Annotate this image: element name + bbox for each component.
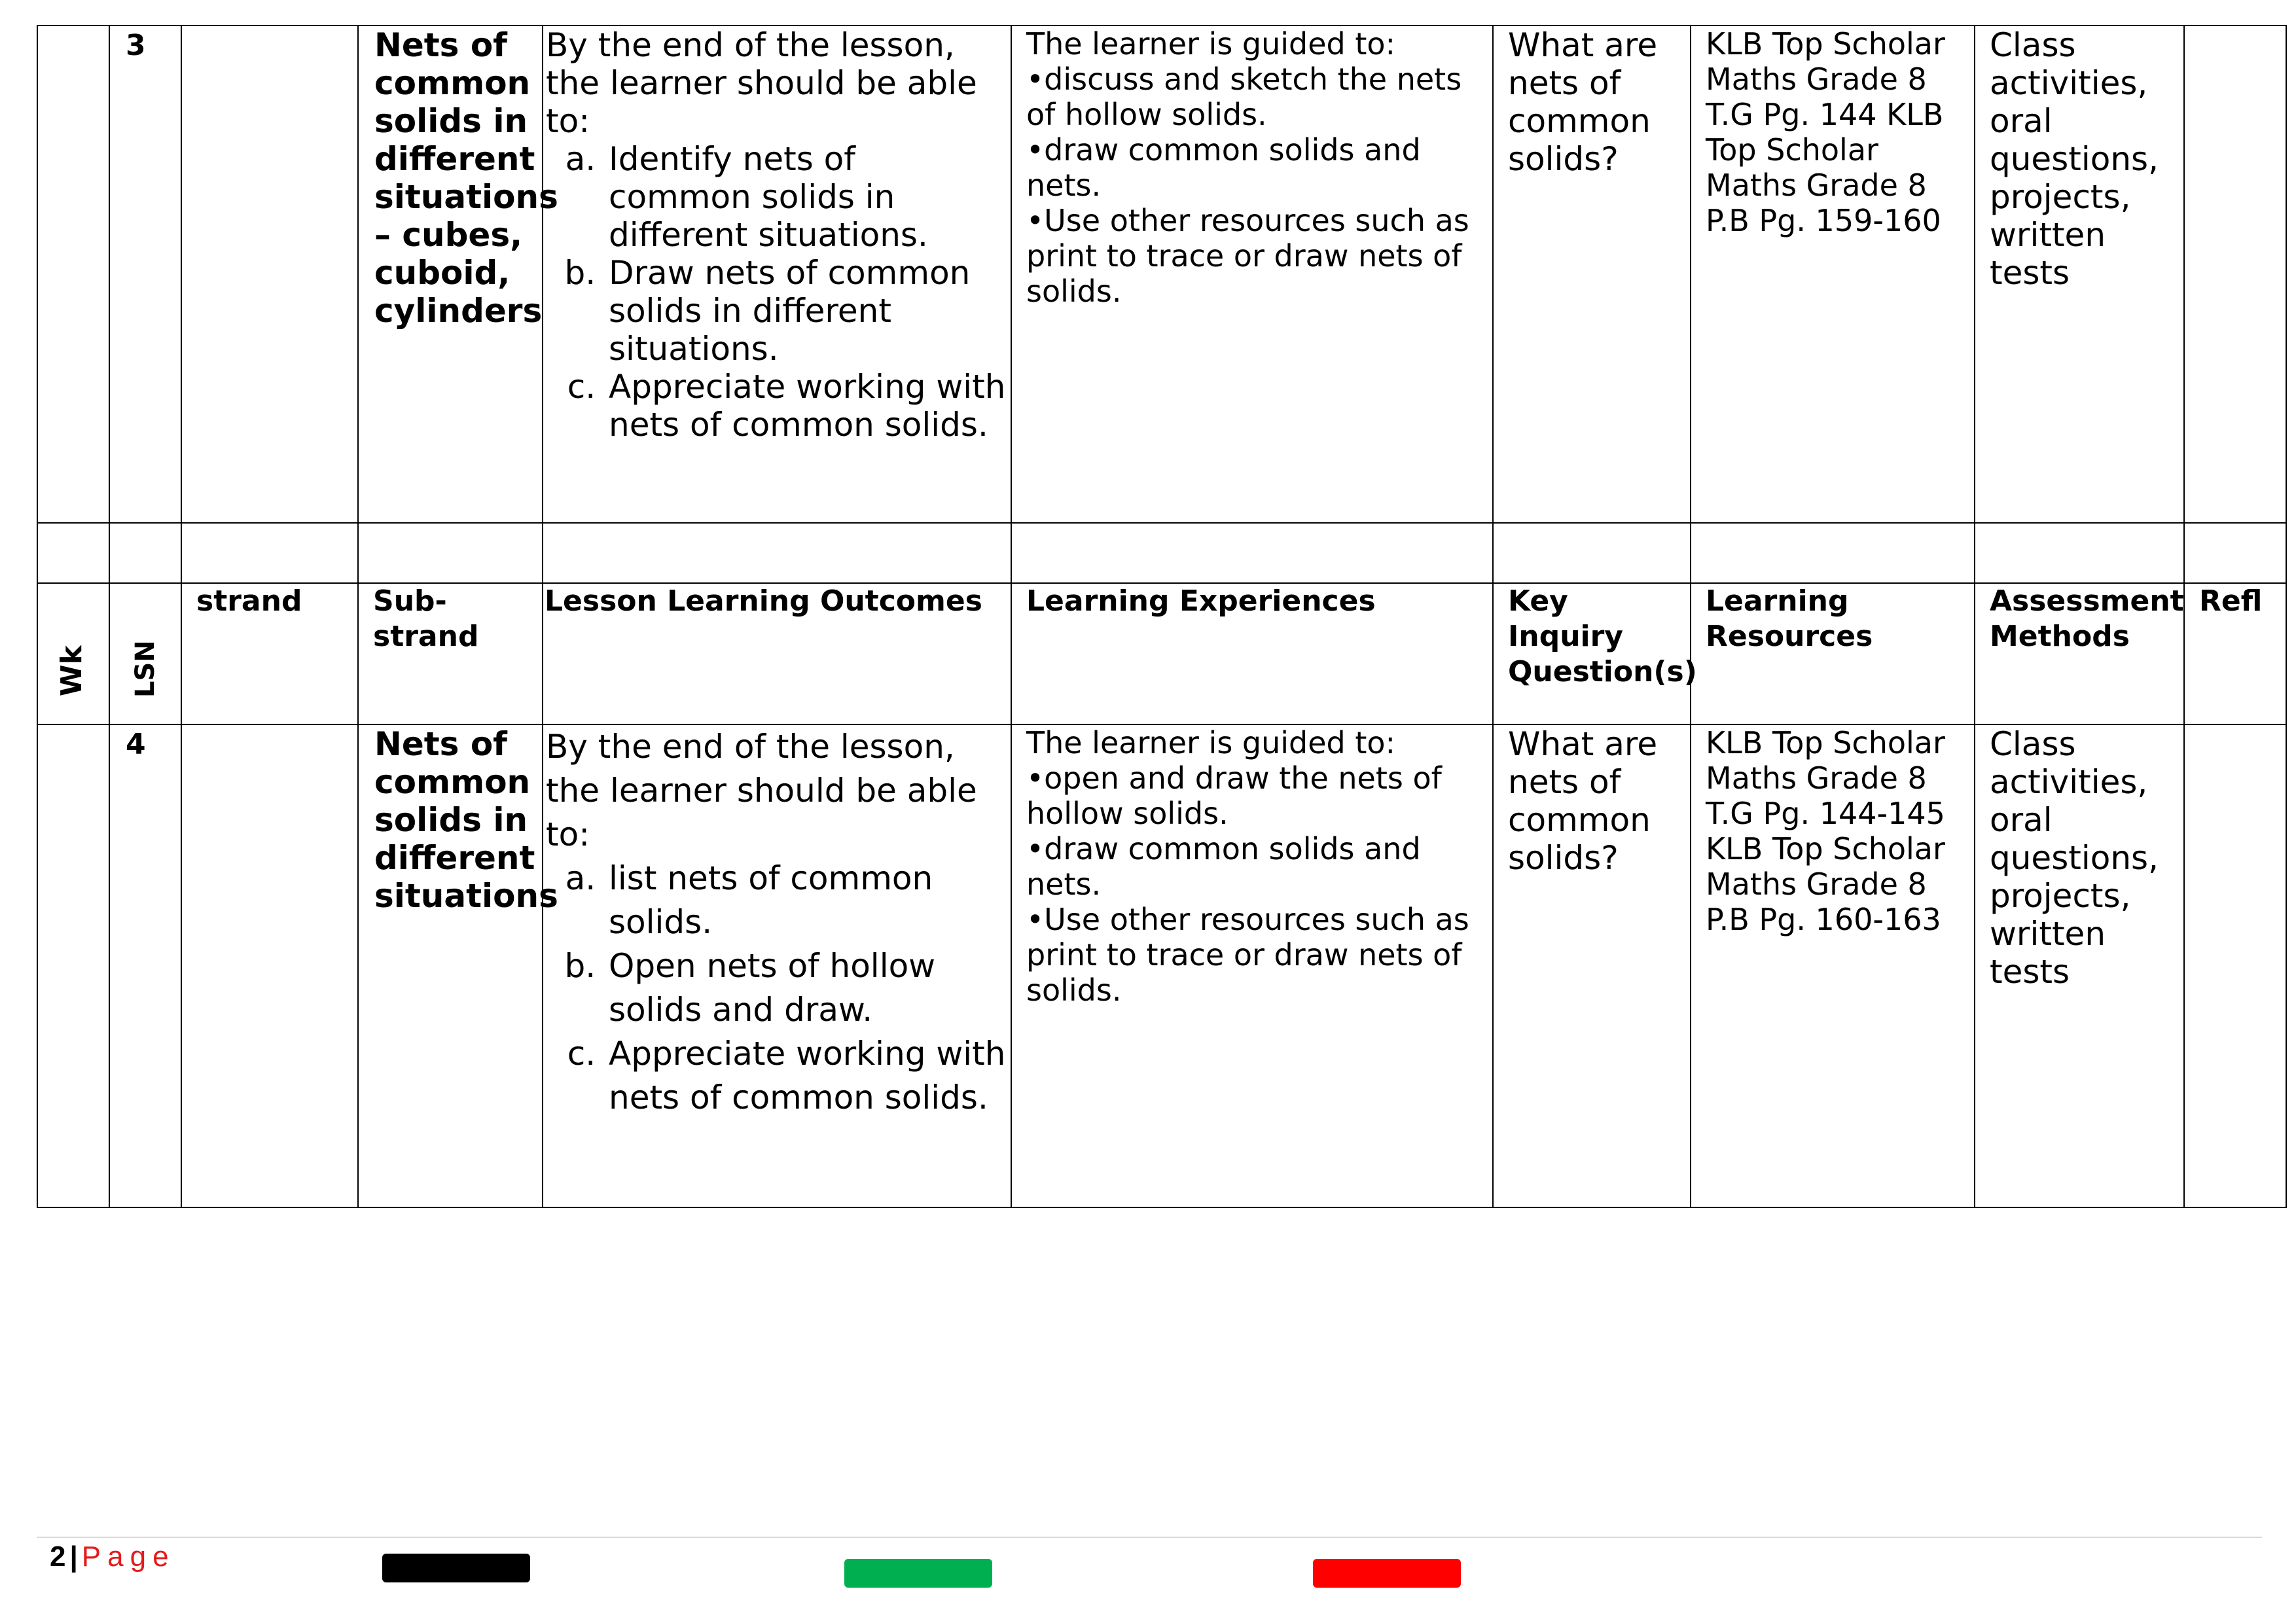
list-item: b. Open nets of hollow solids and draw. — [606, 944, 1007, 1032]
reflection-cell — [2184, 26, 2286, 523]
sub-strand: Nets of common solids in different situations – cubes, cuboid, cylinders — [358, 26, 543, 523]
key-inquiry-question: What are nets of common solids? — [1493, 26, 1691, 523]
strand-cell — [181, 724, 358, 1207]
learning-experiences — [1011, 26, 1493, 523]
footer-separator: | — [69, 1541, 78, 1573]
header-wk — [37, 583, 109, 724]
key-inquiry-question: What are nets of common solids? — [1493, 724, 1691, 1207]
list-item: b. Draw nets of common solids in different situations. — [606, 254, 1007, 368]
header-experiences: Learning Experiences — [1011, 583, 1493, 724]
header-resources: Learning Resources — [1691, 583, 1975, 724]
scheme-of-work-table — [37, 25, 2287, 1208]
header-lsn-label: LSN — [130, 640, 160, 698]
experiences-list — [1026, 62, 1487, 309]
experiences-intro: The learner is guided to: — [1026, 26, 1396, 62]
header-lsn — [109, 583, 181, 724]
header-wk-label: Wk — [55, 645, 88, 696]
list-item: c. Appreciate working with nets of common solids. — [606, 1032, 1007, 1120]
page-number: 2 — [50, 1541, 66, 1573]
list-item: c. Appreciate working with nets of common solids. — [606, 368, 1007, 444]
red-decorative-bar — [1313, 1559, 1461, 1588]
empty-row — [37, 523, 2286, 583]
list-item: • draw common solids and nets. — [1026, 831, 1487, 902]
green-decorative-bar — [844, 1559, 992, 1588]
wk-cell — [37, 724, 109, 1207]
header-reflection: Refl — [2184, 583, 2286, 724]
experiences-list — [1026, 760, 1487, 1008]
black-redaction-bar — [382, 1554, 530, 1582]
learning-resources: KLB Top Scholar Maths Grade 8 T.G Pg. 144-145 KLB Top Scholar Maths Grade 8 P.B Pg. 160-163 — [1691, 724, 1975, 1207]
outcomes-list — [546, 140, 1007, 444]
learning-resources: KLB Top Scholar Maths Grade 8 T.G Pg. 144 KLB Top Scholar Maths Grade 8 P.B Pg. 159-160 — [1691, 26, 1975, 523]
lesson-number: 4 — [109, 724, 181, 1207]
header-assessment: Assessment Methods — [1975, 583, 2184, 724]
sub-strand: Nets of common solids in different situations — [358, 724, 543, 1207]
outcomes-intro: By the end of the lesson, the learner should be able to: — [546, 728, 977, 853]
list-item: • Use other resources such as print to trace or draw nets of solids. — [1026, 902, 1487, 1008]
list-item: • discuss and sketch the nets of hollow solids. — [1026, 62, 1487, 132]
assessment-methods: Class activities, oral questions, projects, written tests — [1975, 724, 2184, 1207]
learning-outcomes — [543, 26, 1011, 523]
header-sub-strand: Sub-strand — [358, 583, 543, 724]
page-footer — [50, 1541, 175, 1573]
list-item: • draw common solids and nets. — [1026, 132, 1487, 203]
learning-experiences — [1011, 724, 1493, 1207]
list-item: a. Identify nets of common solids in different situations. — [606, 140, 1007, 254]
footer-divider — [37, 1537, 2262, 1538]
experiences-intro: The learner is guided to: — [1026, 725, 1396, 760]
header-outcomes: Lesson Learning Outcomes — [543, 583, 1011, 724]
table-row — [37, 26, 2286, 523]
header-inquiry: Key Inquiry Question(s) — [1493, 583, 1691, 724]
wk-cell — [37, 26, 109, 523]
lesson-number: 3 — [109, 26, 181, 523]
learning-outcomes — [543, 724, 1011, 1207]
outcomes-intro: By the end of the lesson, the learner should be able to: — [546, 26, 977, 140]
strand-cell — [181, 26, 358, 523]
list-item: • open and draw the nets of hollow solids. — [1026, 760, 1487, 831]
assessment-methods: Class activities, oral questions, projects, written tests — [1975, 26, 2184, 523]
outcomes-list — [546, 857, 1007, 1120]
table-row — [37, 724, 2286, 1207]
reflection-cell — [2184, 724, 2286, 1207]
page-label: Page — [81, 1541, 175, 1573]
list-item: • Use other resources such as print to trace or draw nets of solids. — [1026, 203, 1487, 309]
list-item: a. list nets of common solids. — [606, 857, 1007, 944]
header-row — [37, 583, 2286, 724]
header-strand: strand — [181, 583, 358, 724]
